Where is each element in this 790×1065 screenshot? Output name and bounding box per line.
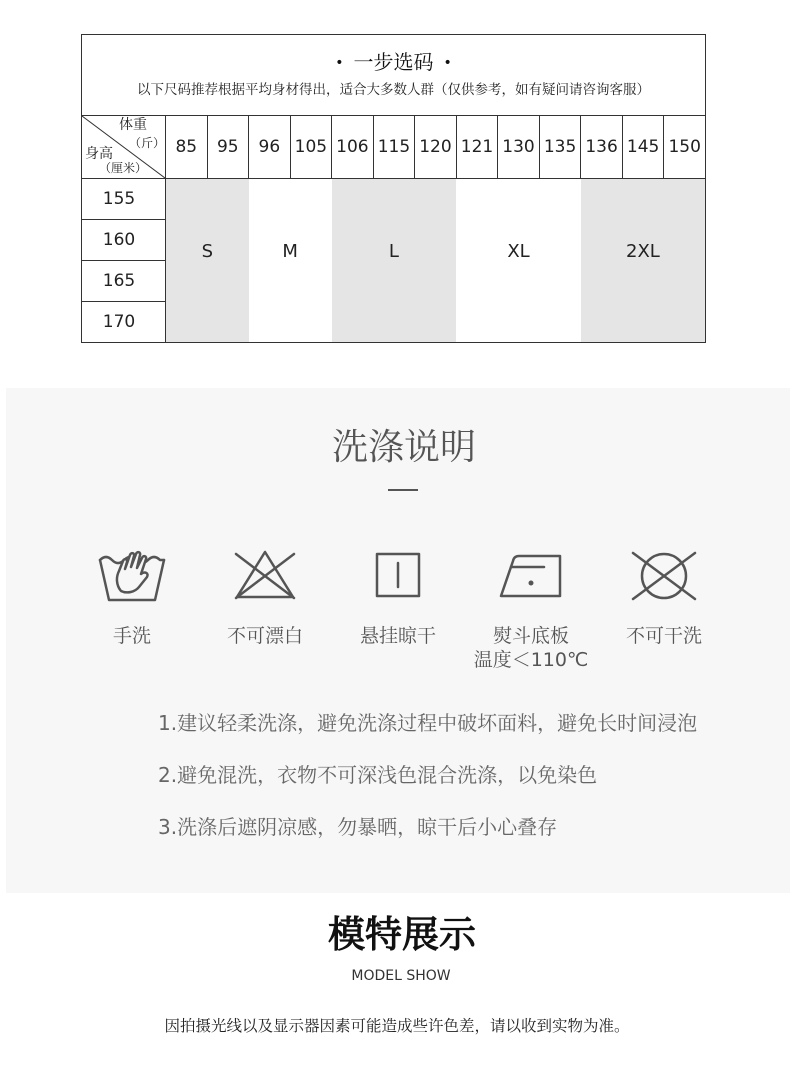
height-row	[82, 179, 706, 220]
care-label-no-bleach: 不可漂白	[226, 625, 303, 647]
weight-header-cell: 120	[415, 116, 457, 179]
weight-header-cell: 136	[581, 116, 623, 179]
model-show-title: 模特展示	[328, 913, 476, 956]
weight-header-cell: 96	[249, 116, 291, 179]
title-bullet-right: •	[443, 55, 452, 71]
weight-unit-label: （斤）	[129, 136, 166, 150]
care-instruction-item: 1.建议轻柔洗涤，避免洗涤过程中破坏面料，避免长时间浸泡	[158, 711, 698, 735]
weight-header-cell: 106	[332, 116, 374, 179]
weight-header-cell: 115	[373, 116, 415, 179]
no-bleach-icon	[230, 547, 300, 603]
weight-header-cell: 130	[498, 116, 540, 179]
corner-header-cell	[82, 116, 166, 179]
weight-header-cell: 95	[207, 116, 249, 179]
care-item-no-bleach	[200, 547, 330, 648]
care-instruction-item: 2.避免混洗，衣物不可深浅色混合洗涤，以免染色	[158, 763, 598, 787]
care-item-no-dry-clean	[599, 547, 729, 648]
care-title: 洗涤说明	[331, 427, 476, 468]
size-chart-header-row	[82, 35, 706, 116]
height-axis-label: 身高	[85, 146, 113, 162]
size-chart-title-text: 一步选码	[353, 50, 434, 74]
color-disclaimer: 因拍摄光线以及显示器因素可能造成些许色差，请以收到实物为准。	[164, 1017, 630, 1035]
weight-header-cell: 121	[456, 116, 498, 179]
care-instructions-panel	[6, 388, 790, 893]
height-cell: 170	[82, 302, 166, 343]
size-chart-table	[81, 34, 706, 343]
size-chart-title	[82, 50, 705, 77]
corner-header	[82, 116, 165, 178]
size-chart-header	[82, 35, 706, 116]
height-cell: 165	[82, 261, 166, 302]
height-unit-label: （厘米）	[99, 161, 148, 175]
size-cell-m: M	[249, 179, 332, 343]
size-cell-2xl: 2XL	[581, 179, 706, 343]
weight-header-cell: 105	[290, 116, 332, 179]
iron-icon	[496, 547, 566, 603]
hand-wash-icon	[97, 547, 167, 603]
care-item-iron	[466, 547, 596, 672]
size-chart-subtitle: 以下尺码推荐根据平均身材得出，适合大多数人群（仅供参考，如有疑问请咨询客服）	[137, 82, 650, 98]
weight-header-cell: 145	[622, 116, 664, 179]
care-label-iron: 熨斗底板	[492, 625, 569, 647]
care-item-hand-wash	[67, 547, 197, 648]
care-instruction-item: 3.洗涤后遮阴凉感，勿暴晒，晾干后小心叠存	[158, 815, 558, 839]
title-bullet-left: •	[335, 55, 344, 71]
hang-dry-icon	[363, 547, 433, 603]
no-dry-clean-icon	[629, 547, 699, 603]
care-label-hand-wash: 手洗	[112, 625, 151, 647]
care-label-no-dry-clean: 不可干洗	[625, 625, 702, 647]
model-show-subtitle: MODEL SHOW	[351, 968, 451, 984]
height-cell: 160	[82, 220, 166, 261]
size-cell-xl: XL	[456, 179, 581, 343]
care-instruction-list	[158, 697, 697, 853]
weight-header-cell: 85	[166, 116, 208, 179]
care-note-iron-temperature: 温度＜110℃	[473, 649, 589, 671]
care-title-underline	[388, 489, 418, 491]
care-label-hang-dry: 悬挂晾干	[359, 625, 436, 647]
weight-axis-label: 体重	[119, 117, 147, 133]
height-cell: 155	[82, 179, 166, 220]
size-cell-l: L	[332, 179, 457, 343]
weight-header-cell: 135	[539, 116, 581, 179]
weight-header-row	[82, 116, 706, 179]
size-cell-s: S	[166, 179, 249, 343]
weight-header-cell: 150	[664, 116, 706, 179]
care-item-hang-dry	[333, 547, 463, 648]
